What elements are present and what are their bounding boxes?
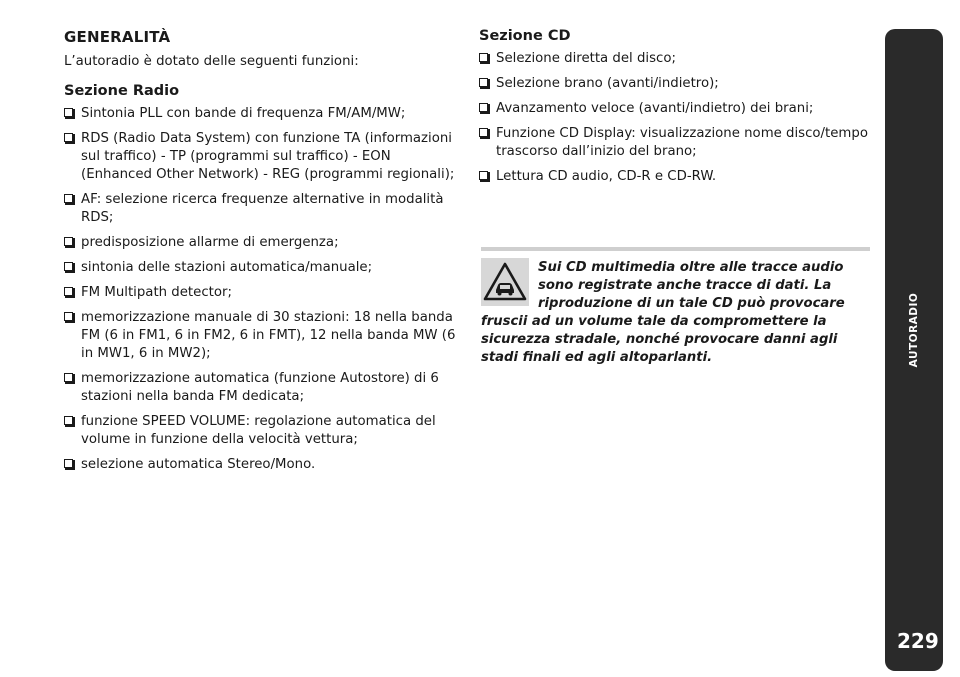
list-item: selezione automatica Stereo/Mono.: [64, 456, 456, 474]
radio-feature-list: [64, 105, 456, 474]
list-item: Selezione diretta del disco;: [479, 50, 871, 68]
list-item: predisposizione allarme di emergenza;: [64, 234, 456, 252]
checkbox-bullet-icon: [479, 53, 488, 62]
warning-divider: [481, 247, 870, 251]
checkbox-bullet-icon: [64, 194, 73, 203]
checkbox-bullet-icon: [64, 312, 73, 321]
checkbox-bullet-icon: [64, 416, 73, 425]
list-item: Funzione CD Display: visualizzazione nome disco/tempo trascorso dall’inizio del brano;: [479, 125, 871, 161]
checkbox-bullet-icon: [64, 108, 73, 117]
radio-section-heading: Sezione Radio: [64, 83, 180, 99]
list-item: Avanzamento veloce (avanti/indietro) dei brani;: [479, 100, 871, 118]
list-item: Selezione brano (avanti/indietro);: [479, 75, 871, 93]
checkbox-bullet-icon: [479, 128, 488, 137]
right-column: [479, 28, 871, 193]
cd-feature-list: [479, 50, 871, 186]
checkbox-bullet-icon: [64, 373, 73, 382]
checkbox-bullet-icon: [479, 103, 488, 112]
list-item: memorizzazione automatica (funzione Autostore) di 6 stazioni nella banda FM dedicata;: [64, 370, 456, 406]
list-item: AF: selezione ricerca frequenze alternative in modalità RDS;: [64, 191, 456, 227]
cd-section-heading: Sezione CD: [479, 28, 571, 44]
left-column: [64, 28, 456, 481]
list-item: FM Multipath detector;: [64, 284, 456, 302]
list-item: Sintonia PLL con bande di frequenza FM/AM/MW;: [64, 105, 456, 123]
list-item: funzione SPEED VOLUME: regolazione automatica del volume in funzione della velocità vettura;: [64, 413, 456, 449]
page-number: 229: [897, 629, 939, 653]
list-item: Lettura CD audio, CD-R e CD-RW.: [479, 168, 871, 186]
warning-note: [481, 259, 870, 367]
checkbox-bullet-icon: [64, 237, 73, 246]
checkbox-bullet-icon: [64, 459, 73, 468]
list-item: memorizzazione manuale di 30 stazioni: 18 nella banda FM (6 in FM1, 6 in FM2, 6 in FMT), 12 nella banda MW (6 in MW1, 6 in MW2);: [64, 309, 456, 363]
checkbox-bullet-icon: [64, 262, 73, 271]
checkbox-bullet-icon: [64, 287, 73, 296]
list-item: sintonia delle stazioni automatica/manuale;: [64, 259, 456, 277]
list-item: RDS (Radio Data System) con funzione TA (informazioni sul traffico) - TP (programmi sul traffico) - EON (Enhanced Other Network) - REG (programmi regionali);: [64, 130, 456, 184]
chapter-label: AUTORADIO: [908, 292, 920, 368]
intro-text: L’autoradio è dotato delle seguenti funzioni:: [64, 54, 359, 69]
warning-text: Sui CD multimedia oltre alle tracce audio sono registrate anche tracce di dati. La riproduzione di un tale CD può provocare fruscii ad un volume tale da compromettere la sicurezza stradale, nonché provocare danni agli stadi finali ed agli altoparlanti.: [481, 260, 845, 365]
section-heading: GENERALITÀ: [64, 28, 171, 46]
checkbox-bullet-icon: [64, 133, 73, 142]
checkbox-bullet-icon: [479, 171, 488, 180]
checkbox-bullet-icon: [479, 78, 488, 87]
